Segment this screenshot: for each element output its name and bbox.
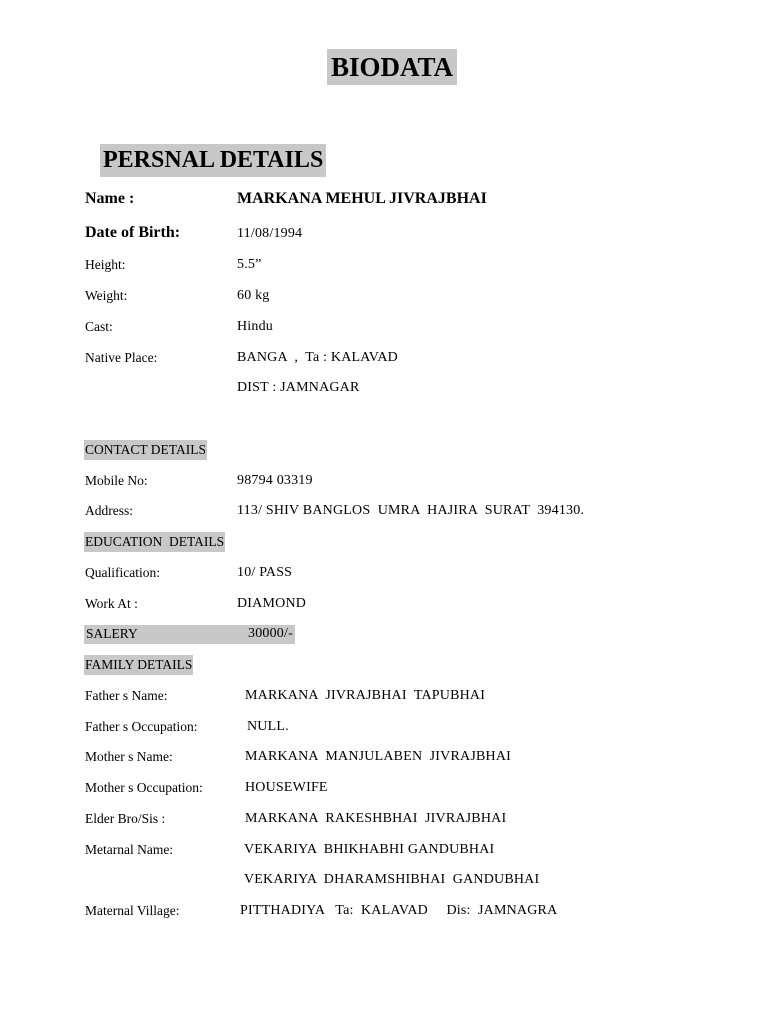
father-occupation-value: NULL. [247,719,289,734]
contact-details-heading: CONTACT DETAILS [84,440,207,460]
maternal-name-value-1: VEKARIYA BHIKHABHI GANDUBHAI [244,842,495,857]
mother-occupation-label: Mother s Occupation: [85,780,203,795]
qualification-value: 10/ PASS [237,565,293,580]
work-at-label: Work At : [85,596,138,611]
maternal-name-label: Metarnal Name: [85,842,174,857]
cast-value: Hindu [237,319,273,334]
mother-name-value: MARKANA MANJULABEN JIVRAJBHAI [245,749,511,764]
native-district-value: DIST : JAMNAGAR [237,380,360,395]
mobile-value: 98794 03319 [237,473,313,488]
salery-label: SALERY [86,626,138,641]
weight-value: 60 kg [237,288,270,303]
height-value: 5.5” [237,257,262,272]
personal-details-heading: PERSNAL DETAILS [100,144,326,177]
salery-value: 30000/- [248,626,293,641]
height-label: Height: [85,257,126,272]
maternal-name-value-2: VEKARIYA DHARAMSHIBHAI GANDUBHAI [244,872,540,887]
native-place-label: Native Place: [85,350,158,365]
page-title: BIODATA [327,49,457,85]
mobile-label: Mobile No: [85,473,148,488]
qualification-label: Qualification: [85,565,160,580]
maternal-village-label: Maternal Village: [85,903,180,918]
weight-label: Weight: [85,288,128,303]
work-at-value: DIAMOND [237,596,307,611]
address-value: 113/ SHIV BANGLOS UMRA HAJIRA SURAT 394130. [237,503,585,518]
education-details-heading: EDUCATION DETAILS [84,532,225,552]
maternal-village-value: PITTHADIYA Ta: KALAVAD Dis: JAMNAGRA [240,903,558,918]
mother-name-label: Mother s Name: [85,749,173,764]
native-place-value: BANGA , Ta : KALAVAD [237,350,398,365]
mother-occupation-value: HOUSEWIFE [245,780,328,795]
dob-value: 11/08/1994 [237,226,303,241]
father-name-value: MARKANA JIVRAJBHAI TAPUBHAI [245,688,486,703]
father-name-label: Father s Name: [85,688,168,703]
elder-sibling-value: MARKANA RAKESHBHAI JIVRAJBHAI [245,811,507,826]
dob-label: Date of Birth: [85,224,181,241]
elder-sibling-label: Elder Bro/Sis : [85,811,166,826]
family-details-heading: FAMILY DETAILS [84,655,193,675]
father-occupation-label: Father s Occupation: [85,719,198,734]
name-label: Name : [85,190,135,207]
name-value: MARKANA MEHUL JIVRAJBHAI [237,190,487,207]
cast-label: Cast: [85,319,113,334]
address-label: Address: [85,503,133,518]
